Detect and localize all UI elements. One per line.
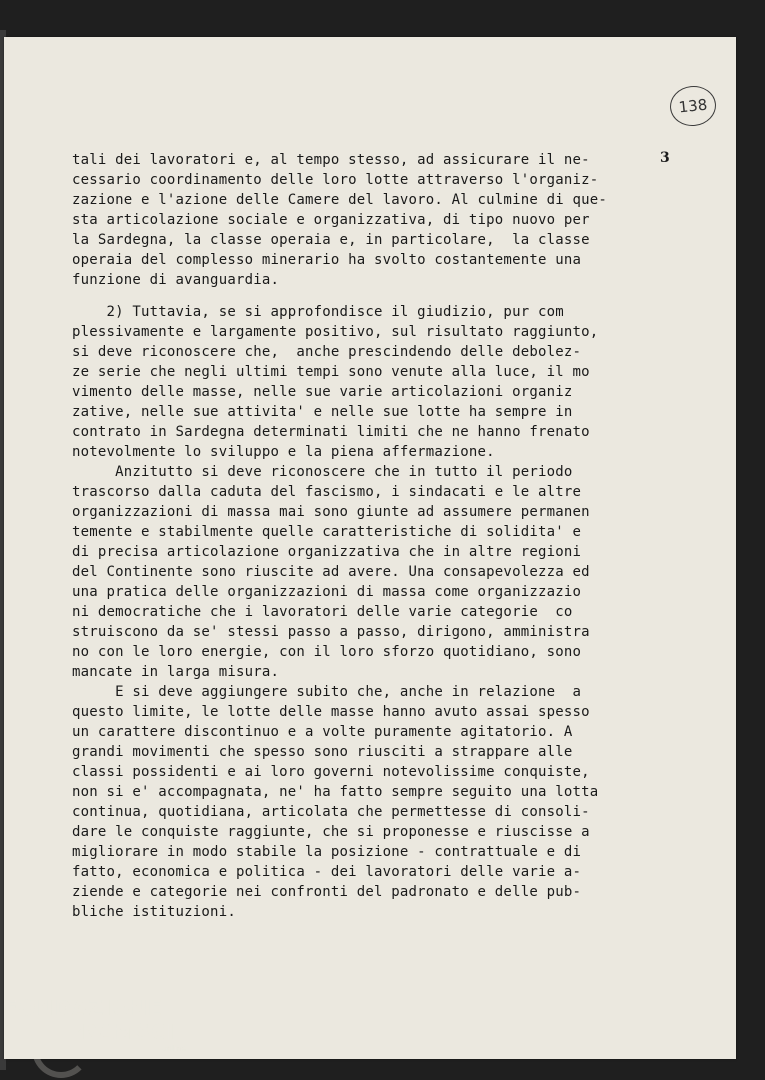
text-line: Anzitutto si deve riconoscere che in tutto il periodo xyxy=(72,464,573,480)
watermark-line-2: RAMSCI xyxy=(82,1020,176,1044)
text-line: funzione di avanguardia. xyxy=(72,272,280,288)
text-line: una pratica delle organizzazioni di massa come organizzazio xyxy=(72,584,582,600)
paragraph-gap xyxy=(72,290,672,302)
text-line: sta articolazione sociale e organizzativa, di tipo nuovo per xyxy=(72,212,590,228)
text-line: ze serie che negli ultimi tempi sono venute alla luce, il mo xyxy=(72,364,590,380)
text-line: notevolmente lo sviluppo e la piena affermazione. xyxy=(72,444,495,460)
page-number: 3 xyxy=(660,150,670,166)
text-line: mancate in larga misura. xyxy=(72,664,280,680)
text-line: no con le loro energie, con il loro sforzo quotidiano, sono xyxy=(72,644,582,660)
text-line: grandi movimenti che spesso sono riusciti a strappare alle xyxy=(72,744,573,760)
body-text xyxy=(72,150,672,922)
text-line: trascorso dalla caduta del fascismo, i sindacati e le altre xyxy=(72,484,582,500)
text-line: cessario coordinamento delle loro lotte attraverso l'organiz- xyxy=(72,172,599,188)
text-line: migliorare in modo stabile la posizione - contrattuale e di xyxy=(72,844,582,860)
text-line: plessivamente e largamente positivo, sul risultato raggiunto, xyxy=(72,324,599,340)
text-line: si deve riconoscere che, anche prescindendo delle debolez- xyxy=(72,344,582,360)
text-line: fatto, economica e politica - dei lavoratori delle varie a- xyxy=(72,864,582,880)
text-line: operaia del complesso minerario ha svolto costantemente una xyxy=(72,252,582,268)
text-line: di precisa articolazione organizzativa che in altre regioni xyxy=(72,544,582,560)
text-line: la Sardegna, la classe operaia e, in particolare, la classe xyxy=(72,232,590,248)
text-line: 2) Tuttavia, se si approfondisce il giudizio, pur com xyxy=(72,304,564,320)
text-line: organizzazioni di massa mai sono giunte ad assumere permanen xyxy=(72,504,590,520)
text-line: dare le conquiste raggiunte, che si proponesse e riuscisse a xyxy=(72,824,590,840)
text-line: ziende e categorie nei confronti del padronato e delle pub- xyxy=(72,884,582,900)
text-line: zative, nelle sue attivita' e nelle sue lotte ha sempre in xyxy=(72,404,573,420)
text-line: continua, quotidiana, articolata che permettesse di consoli- xyxy=(72,804,590,820)
text-line: E si deve aggiungere subito che, anche in relazione a xyxy=(72,684,582,700)
archive-stamp: 138 xyxy=(668,84,718,129)
text-line: un carattere discontinuo e a volte puramente agitatorio. A xyxy=(72,724,573,740)
watermark xyxy=(4,996,186,1053)
text-line: bliche istituzioni. xyxy=(72,904,236,920)
text-line: temente e stabilmente quelle caratteristiche di solidita' e xyxy=(72,524,582,540)
text-line: ni democratiche che i lavoratori delle varie categorie co xyxy=(72,604,573,620)
text-line: vimento delle masse, nelle sue varie articolazioni organiz xyxy=(72,384,573,400)
text-line: classi possidenti e ai loro governi notevolissime conquiste, xyxy=(72,764,590,780)
text-line: questo limite, le lotte delle masse hanno avuto assai spesso xyxy=(72,704,590,720)
watermark-line-1: FONDAZIONE xyxy=(4,996,163,1020)
text-line: struiscono da se' stessi passo a passo, dirigono, amministra xyxy=(72,624,590,640)
text-line: tali dei lavoratori e, al tempo stesso, ad assicurare il ne- xyxy=(72,152,590,168)
text-line: non si e' accompagnata, ne' ha fatto sempre seguito una lotta xyxy=(72,784,599,800)
text-line: contrato in Sardegna determinati limiti che ne hanno frenato xyxy=(72,424,590,440)
text-line: zazione e l'azione delle Camere del lavoro. Al culmine di que- xyxy=(72,192,607,208)
watermark-line-3: online xyxy=(162,1044,187,1053)
text-line: del Continente sono riuscite ad avere. Una consapevolezza ed xyxy=(72,564,590,580)
